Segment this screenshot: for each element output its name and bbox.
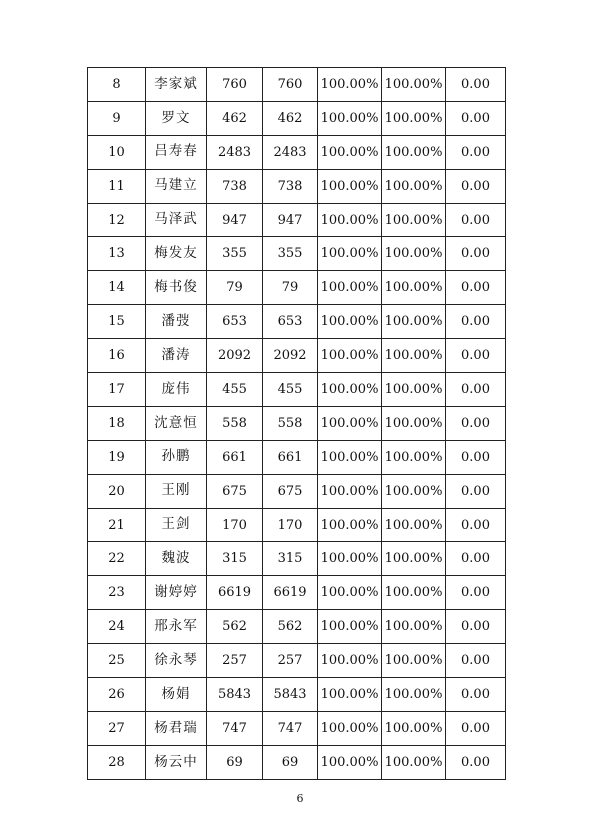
ratio-cell: 100.00% [318,68,382,102]
amount-cell: 653 [207,305,263,339]
ratio-cell: 100.00% [318,169,382,203]
name-cell: 马建立 [146,169,207,203]
amount-cell: 947 [207,203,263,237]
amount-paid-cell: 315 [263,542,318,576]
amount-paid-cell: 2092 [263,339,318,373]
ratio-cell: 100.00% [318,373,382,407]
remaining-cell: 0.00 [446,101,506,135]
ratio-cell: 100.00% [382,203,446,237]
ratio-cell: 100.00% [382,406,446,440]
amount-paid-cell: 653 [263,305,318,339]
ratio-cell: 100.00% [318,203,382,237]
row-index-cell: 19 [88,440,146,474]
table-row [88,101,506,135]
ratio-cell: 100.00% [382,576,446,610]
remaining-cell: 0.00 [446,508,506,542]
ratio-cell: 100.00% [318,711,382,745]
table-row [88,135,506,169]
amount-paid-cell: 257 [263,644,318,678]
amount-paid-cell: 558 [263,406,318,440]
amount-cell: 455 [207,373,263,407]
ratio-cell: 100.00% [318,305,382,339]
ratio-cell: 100.00% [382,305,446,339]
row-index-cell: 14 [88,271,146,305]
ratio-cell: 100.00% [318,644,382,678]
table-body [88,68,506,780]
ratio-cell: 100.00% [382,711,446,745]
ratio-cell: 100.00% [382,508,446,542]
name-cell: 潘弢 [146,305,207,339]
amount-cell: 558 [207,406,263,440]
ratio-cell: 100.00% [318,474,382,508]
amount-paid-cell: 355 [263,237,318,271]
name-cell: 马泽武 [146,203,207,237]
ratio-cell: 100.00% [382,644,446,678]
ratio-cell: 100.00% [382,373,446,407]
amount-cell: 747 [207,711,263,745]
ratio-cell: 100.00% [382,237,446,271]
ratio-cell: 100.00% [382,745,446,779]
row-index-cell: 26 [88,678,146,712]
ratio-cell: 100.00% [382,339,446,373]
name-cell: 庞伟 [146,373,207,407]
amount-paid-cell: 675 [263,474,318,508]
row-index-cell: 10 [88,135,146,169]
remaining-cell: 0.00 [446,305,506,339]
amount-paid-cell: 79 [263,271,318,305]
table-row [88,508,506,542]
amount-paid-cell: 5843 [263,678,318,712]
ratio-cell: 100.00% [382,440,446,474]
amount-cell: 760 [207,68,263,102]
row-index-cell: 17 [88,373,146,407]
remaining-cell: 0.00 [446,373,506,407]
table-row [88,271,506,305]
row-index-cell: 11 [88,169,146,203]
page-number: 6 [296,792,304,805]
amount-cell: 315 [207,542,263,576]
amount-paid-cell: 2483 [263,135,318,169]
name-cell: 谢婷婷 [146,576,207,610]
amount-cell: 355 [207,237,263,271]
amount-cell: 661 [207,440,263,474]
ratio-cell: 100.00% [382,474,446,508]
remaining-cell: 0.00 [446,576,506,610]
name-cell: 徐永琴 [146,644,207,678]
amount-paid-cell: 760 [263,68,318,102]
table-row [88,610,506,644]
ratio-cell: 100.00% [382,271,446,305]
amount-cell: 79 [207,271,263,305]
amount-paid-cell: 562 [263,610,318,644]
row-index-cell: 9 [88,101,146,135]
name-cell: 王刚 [146,474,207,508]
name-cell: 罗文 [146,101,207,135]
table-row [88,237,506,271]
remaining-cell: 0.00 [446,237,506,271]
remaining-cell: 0.00 [446,711,506,745]
row-index-cell: 16 [88,339,146,373]
name-cell: 杨云中 [146,745,207,779]
remaining-cell: 0.00 [446,135,506,169]
ratio-cell: 100.00% [382,610,446,644]
amount-paid-cell: 947 [263,203,318,237]
remaining-cell: 0.00 [446,203,506,237]
ratio-cell: 100.00% [318,440,382,474]
row-index-cell: 8 [88,68,146,102]
remaining-cell: 0.00 [446,68,506,102]
amount-cell: 5843 [207,678,263,712]
table-row [88,339,506,373]
name-cell: 李家斌 [146,68,207,102]
ratio-cell: 100.00% [318,678,382,712]
amount-cell: 675 [207,474,263,508]
name-cell: 梅发友 [146,237,207,271]
name-cell: 杨娟 [146,678,207,712]
remaining-cell: 0.00 [446,610,506,644]
ratio-cell: 100.00% [318,237,382,271]
table-row [88,203,506,237]
table-row [88,542,506,576]
row-index-cell: 18 [88,406,146,440]
table-row [88,711,506,745]
amount-paid-cell: 170 [263,508,318,542]
table-row [88,474,506,508]
row-index-cell: 28 [88,745,146,779]
data-table [87,67,506,780]
row-index-cell: 25 [88,644,146,678]
amount-paid-cell: 747 [263,711,318,745]
table-row [88,373,506,407]
ratio-cell: 100.00% [382,542,446,576]
amount-cell: 69 [207,745,263,779]
name-cell: 王剑 [146,508,207,542]
remaining-cell: 0.00 [446,542,506,576]
table-row [88,305,506,339]
row-index-cell: 20 [88,474,146,508]
remaining-cell: 0.00 [446,169,506,203]
amount-paid-cell: 738 [263,169,318,203]
remaining-cell: 0.00 [446,644,506,678]
ratio-cell: 100.00% [318,610,382,644]
row-index-cell: 23 [88,576,146,610]
name-cell: 梅书俊 [146,271,207,305]
remaining-cell: 0.00 [446,339,506,373]
row-index-cell: 21 [88,508,146,542]
amount-cell: 6619 [207,576,263,610]
amount-cell: 2092 [207,339,263,373]
remaining-cell: 0.00 [446,474,506,508]
name-cell: 潘涛 [146,339,207,373]
ratio-cell: 100.00% [318,576,382,610]
amount-cell: 257 [207,644,263,678]
remaining-cell: 0.00 [446,745,506,779]
ratio-cell: 100.00% [382,101,446,135]
name-cell: 吕寿春 [146,135,207,169]
name-cell: 杨君瑞 [146,711,207,745]
ratio-cell: 100.00% [382,169,446,203]
name-cell: 魏波 [146,542,207,576]
row-index-cell: 27 [88,711,146,745]
row-index-cell: 15 [88,305,146,339]
ratio-cell: 100.00% [318,135,382,169]
ratio-cell: 100.00% [382,678,446,712]
amount-cell: 462 [207,101,263,135]
table-row [88,440,506,474]
amount-cell: 2483 [207,135,263,169]
remaining-cell: 0.00 [446,678,506,712]
ratio-cell: 100.00% [318,508,382,542]
name-cell: 沈意恒 [146,406,207,440]
row-index-cell: 12 [88,203,146,237]
amount-cell: 562 [207,610,263,644]
row-index-cell: 13 [88,237,146,271]
ratio-cell: 100.00% [382,68,446,102]
amount-paid-cell: 661 [263,440,318,474]
amount-paid-cell: 6619 [263,576,318,610]
name-cell: 邢永军 [146,610,207,644]
table-row [88,576,506,610]
row-index-cell: 22 [88,542,146,576]
table-row [88,169,506,203]
table-row [88,406,506,440]
amount-paid-cell: 462 [263,101,318,135]
remaining-cell: 0.00 [446,406,506,440]
ratio-cell: 100.00% [318,745,382,779]
amount-paid-cell: 455 [263,373,318,407]
remaining-cell: 0.00 [446,271,506,305]
amount-cell: 170 [207,508,263,542]
table-row [88,745,506,779]
name-cell: 孙鹏 [146,440,207,474]
ratio-cell: 100.00% [318,101,382,135]
table-row [88,644,506,678]
remaining-cell: 0.00 [446,440,506,474]
ratio-cell: 100.00% [318,271,382,305]
ratio-cell: 100.00% [318,339,382,373]
ratio-cell: 100.00% [318,542,382,576]
amount-cell: 738 [207,169,263,203]
amount-paid-cell: 69 [263,745,318,779]
table-row [88,68,506,102]
ratio-cell: 100.00% [382,135,446,169]
row-index-cell: 24 [88,610,146,644]
table-row [88,678,506,712]
ratio-cell: 100.00% [318,406,382,440]
